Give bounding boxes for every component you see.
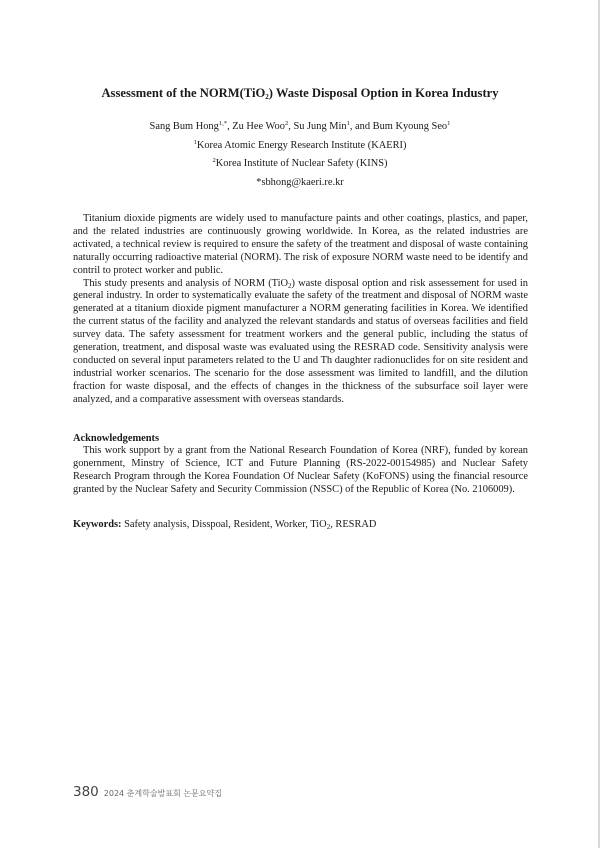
author-name: Sang Bum Hong xyxy=(149,121,219,132)
page-footer xyxy=(73,781,222,800)
keywords: Keywords: Safety analysis, Disspoal, Resident, Worker, TiO$_2$, RESRAD xyxy=(73,519,377,531)
corresponding-email: *sbhong@kaeri.re.kr xyxy=(256,177,344,188)
abstract-paragraph-2: This study presents and analysis of NORM (TiO$_2$) waste disposal option and risk assessement for used in general industry. In order to systematically evaluate the safety of the treatment and disposal of NORM waste generated at a titanium dioxide pigment manufacturer a NORM generating facilities in Korea. We identified the current status of the facility and analyzed the relevant standards and status of overseas facilities and field survey data. The safety assessment for treatment workers and the general public, including the status of generation, treatment, and disposal waste was evaluated using the RESRAD code. Sensitivity analysis were conducted on several input parameters related to the U and Th daughter radionuclides for on site resident and industrial worker scenarios. The scenario for the dose assessment was limited to landfill, and the dilution fraction for waste disposal, and the effects of changes in the thickness of the subsurface soil layer were analyzed, and a comparative assessment with overseas standards. xyxy=(73,277,528,405)
affiliation-kaeri: $^1$Korea Atomic Energy Research Institute (KAERI) xyxy=(193,139,407,151)
keywords-label: Keywords: xyxy=(73,519,122,530)
paper-title: Assessment of the NORM(TiO$_2$) Waste Disposal Option in Korea Industry xyxy=(101,86,499,101)
proceedings-title: 2024 춘계학술발표회 논문요약집 xyxy=(103,789,222,798)
abstract xyxy=(73,213,528,407)
page-number: 380 xyxy=(73,784,99,800)
author-name: Zu Hee Woo xyxy=(232,121,285,132)
abstract-paragraph-1: Titanium dioxide pigments are widely used to manufacture paints and other coatings, plastics, and paper, and the related industries are continuously growing worldwide. In Korea, as the related industries are activated, a technical review is required to ensure the safety of the treatment and disposal of waste containing naturally occurring radioactive material (NORM). The risk of exposure NORM waste need to be identify and contril to protect worker and public. xyxy=(73,213,528,276)
affiliation-kins: $^2$Korea Institute of Nuclear Safety (KINS) xyxy=(212,157,388,169)
author-list: Sang Bum Hong$^{1,*}$, Zu Hee Woo$^2$, Su Jung Min$^1$, and Bum Kyoung Seo$^1$ xyxy=(149,120,451,132)
acknowledgements-body xyxy=(73,445,528,497)
author-name: Su Jung Min xyxy=(293,121,347,132)
acknowledgements-heading: Acknowledgements xyxy=(73,433,160,444)
acknowledgements-text: This work support by a grant from the National Research Foundation of Korea (NRF), funded by korean gonernment, Minstry of Science, ICT and Future Planning (RS-2022-00154985) and Nuclear Safety Research Program through the Korea Foundation Of Nuclear Safety (KoFONS) using the financial resource granted by the Nuclear Safety and Security Commission (NSSC) of the Republic of Korea (No. 2106009). xyxy=(73,445,528,495)
author-name: Bum Kyoung Seo xyxy=(372,121,448,132)
